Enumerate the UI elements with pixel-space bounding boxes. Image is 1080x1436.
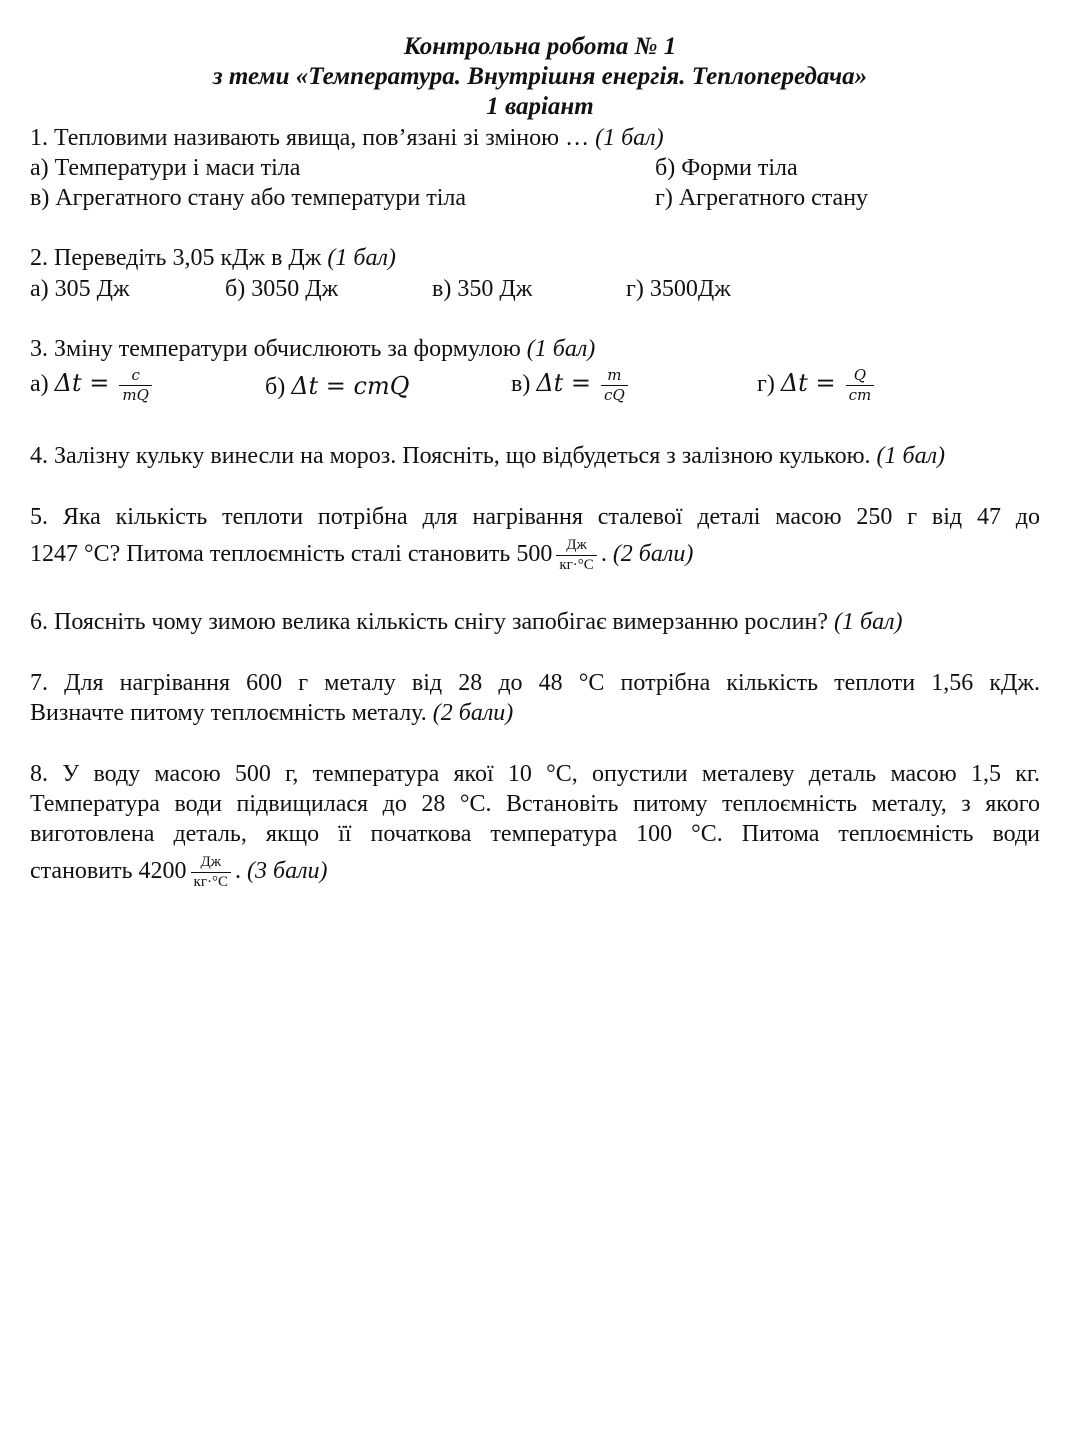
- question-3: [30, 334, 595, 364]
- question-6-points: (1 бал): [834, 609, 903, 635]
- question-6: [30, 607, 903, 637]
- test-topic: з теми «Температура. Внутрішня енергія. Теплопередача»: [212, 63, 868, 90]
- q2-option-a: а) 305 Дж: [30, 276, 130, 302]
- question-2: [30, 243, 396, 273]
- question-5-points: (2 бали): [612, 541, 694, 568]
- question-7-line-2: Визначте питому теплоємність металу. (2 бали): [30, 700, 514, 726]
- question-8-line-2: Температура води підвищилася до 28 °C. Встановіть питому теплоємність металу, з якого: [30, 791, 1040, 817]
- unit-fraction: $\frac{Дж}{кг\cdot^\circ C}$: [191, 855, 231, 890]
- formula-fraction: $\frac{Q}{cm}$: [846, 368, 875, 403]
- q2-option-d: г) 3500Дж: [626, 276, 731, 302]
- question-6-text: 6. Поясніть чому зимою велика кількість снігу запобігає вимерзанню рослин?: [30, 609, 828, 635]
- unit-fraction: $\frac{Дж}{кг\cdot^\circ C}$: [556, 538, 596, 573]
- q2-option-c: в) 350 Дж: [432, 276, 533, 302]
- question-4-points: (1 бал): [876, 443, 946, 469]
- question-2-points: (1 бал): [327, 245, 396, 271]
- question-1-text: 1. Тепловими називають явища, пов’язані зі зміною …: [30, 125, 590, 151]
- question-1-points: (1 бал): [595, 125, 664, 151]
- formula-fraction: $\frac{m}{cQ}$: [601, 368, 628, 403]
- q3-option-b: б) Δt = cmQ: [265, 372, 410, 400]
- q3-option-c: в) Δt = $\frac{m}{cQ}$: [511, 368, 632, 403]
- question-8-line-3: виготовлена деталь, якщо її початкова температура 100 °C. Питома теплоємність води: [30, 821, 1040, 847]
- test-title: Контрольна робота № 1: [403, 33, 677, 60]
- q1-option-b: б) Форми тіла: [655, 155, 798, 181]
- question-1: [30, 123, 664, 153]
- question-8-points: (3 бали): [247, 858, 328, 885]
- question-7-line-1: 7. Для нагрівання 600 г металу від 28 до 48 °C потрібна кількість теплоти 1,56 кДж.: [30, 670, 1040, 696]
- question-5-line-2: 1247 °C? Питома теплоємність сталі становить 500 $\frac{Дж}{кг\cdot^\circ C}$ . (2 бали): [30, 537, 694, 573]
- question-8-line-4: становить 4200 $\frac{Дж}{кг\cdot^\circ C}$ . (3 бали): [30, 854, 328, 890]
- question-8-line-1: 8. У воду масою 500 г, температура якої 10 °C, опустили металеву деталь масою 1,5 кг.: [30, 761, 1040, 787]
- question-4: [30, 441, 945, 471]
- formula-fraction: $\frac{c}{mQ}$: [119, 368, 152, 403]
- test-variant: 1 варіант: [486, 93, 594, 120]
- q3-option-d: г) Δt = $\frac{Q}{cm}$: [757, 368, 878, 403]
- question-2-text: 2. Переведіть 3,05 кДж в Дж: [30, 245, 322, 271]
- question-5-line-1: 5. Яка кількість теплоти потрібна для нагрівання сталевої деталі масою 250 г від 47 до: [30, 504, 1040, 530]
- question-7-points: (2 бали): [432, 700, 514, 726]
- question-3-points: (1 бал): [526, 336, 596, 362]
- q1-option-c: в) Агрегатного стану або температури тіла: [30, 185, 467, 211]
- q2-option-b: б) 3050 Дж: [225, 276, 339, 302]
- question-4-text: 4. Залізну кульку винесли на мороз. Поясніть, що відбудеться з залізною кулькою.: [30, 443, 871, 469]
- q3-option-a: а) Δt = $\frac{c}{mQ}$: [30, 368, 156, 403]
- q1-option-a: а) Температури і маси тіла: [30, 155, 301, 181]
- q1-option-d: г) Агрегатного стану: [655, 185, 869, 211]
- question-3-text: 3. Зміну температури обчислюють за формулою: [30, 336, 521, 362]
